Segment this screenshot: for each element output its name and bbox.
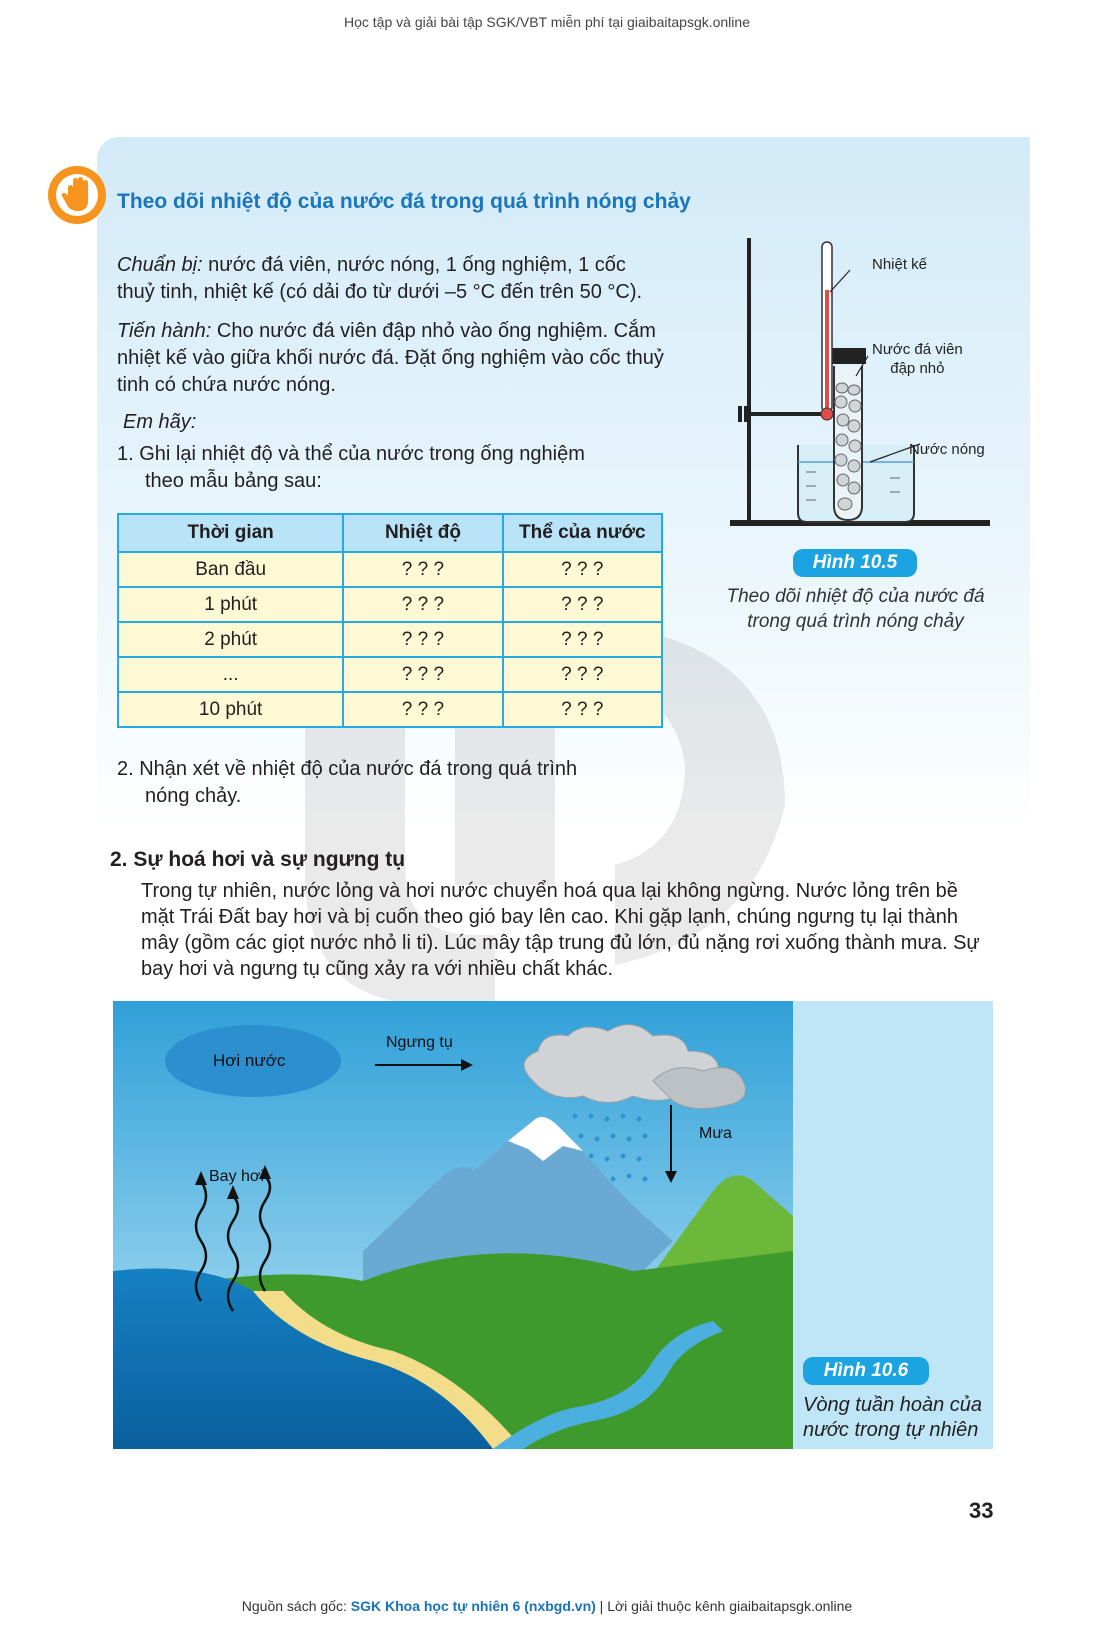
task-2 xyxy=(117,756,657,810)
label-rain: Mưa xyxy=(699,1125,732,1142)
header-temperature: Nhiệt độ xyxy=(343,514,502,552)
stand-rod xyxy=(747,238,751,522)
procedure-text xyxy=(117,318,667,399)
section-paragraph: Trong tự nhiên, nước lỏng và hơi nước chuyển hoá qua lại không ngừng. Nước lỏng trên bề mặt Trái Đất bay hơi và bị cuốn theo gió bay lên cao. Khi gặp lạnh, chúng ngưng tụ lại thành mây (gồm các giọt nước nhỏ li ti). Lúc mây tập trung đủ lớn, đủ nặng rơi xuống thành mưa. Sự bay hơi và ngưng tụ cũng xảy ra với nhiều chất khác. xyxy=(141,880,980,980)
table-row xyxy=(118,552,662,587)
table-cell: ... xyxy=(118,657,343,692)
table-cell: 10 phút xyxy=(118,692,343,727)
footer-source-link[interactable]: SGK Khoa học tự nhiên 6 (nxbgd.vn) xyxy=(350,1598,596,1614)
observation-table xyxy=(117,513,663,728)
label-hot-water: Nước nóng xyxy=(909,441,985,458)
label-evaporation: Bay hơi xyxy=(209,1168,264,1185)
table-cell: ? ? ? xyxy=(343,692,502,727)
table-row xyxy=(118,657,662,692)
table-cell: ? ? ? xyxy=(343,657,502,692)
header-state: Thể của nước xyxy=(503,514,662,552)
figure-10-5-caption: Theo dõi nhiệt độ của nước đá trong quá trình nóng chảy xyxy=(726,586,985,632)
label-condensation: Ngưng tụ xyxy=(386,1034,453,1051)
table-cell: ? ? ? xyxy=(343,552,502,587)
figure-10-6-caption: Vòng tuần hoàn của nước trong tự nhiên xyxy=(803,1394,983,1441)
footer-prefix: Nguồn sách gốc: xyxy=(241,1598,351,1614)
activity-title: Theo dõi nhiệt độ của nước đá trong quá trình nóng chảy xyxy=(117,190,691,213)
table-cell: ? ? ? xyxy=(503,552,662,587)
label-ice xyxy=(872,340,963,378)
table-cell: 2 phút xyxy=(118,622,343,657)
footer-suffix: | Lời giải thuộc kênh giaibaitapsgk.online xyxy=(595,1598,853,1614)
table-cell: 1 phút xyxy=(118,587,343,622)
page-footer xyxy=(0,1598,1094,1614)
page-header: Học tập và giải bài tập SGK/VBT miễn phí tại giaibaitapsgk.online xyxy=(344,14,750,30)
table-row xyxy=(118,587,662,622)
label-thermometer: Nhiệt kế xyxy=(872,256,928,273)
task-1-line-1: 1. Ghi lại nhiệt độ và thể của nước trong ống nghiệm xyxy=(117,443,585,465)
table-cell: ? ? ? xyxy=(503,622,662,657)
header-time: Thời gian xyxy=(118,514,343,552)
figure-10-6-label: Hình 10.6 xyxy=(803,1357,929,1385)
section-title: 2. Sự hoá hơi và sự ngưng tụ xyxy=(110,848,406,871)
hand-icon xyxy=(48,166,106,224)
procedure-label: Tiến hành: xyxy=(117,320,212,342)
task-2-line-2: nóng chảy. xyxy=(145,785,242,807)
table-row xyxy=(118,692,662,727)
page-number: 33 xyxy=(969,1498,994,1523)
task-1-line-2: theo mẫu bảng sau: xyxy=(145,470,322,492)
preparation-text xyxy=(117,252,667,306)
label-ice-line-2: đập nhỏ xyxy=(890,360,945,377)
figure-10-5-label: Hình 10.5 xyxy=(793,549,917,577)
table-header-row xyxy=(118,514,662,552)
task-1 xyxy=(117,441,667,495)
label-vapor: Hơi nước xyxy=(213,1051,286,1070)
preparation-label: Chuẩn bị: xyxy=(117,254,203,276)
experiment-apparatus xyxy=(720,230,1020,530)
table-cell: ? ? ? xyxy=(343,622,502,657)
table-cell: ? ? ? xyxy=(503,587,662,622)
table-cell: Ban đầu xyxy=(118,552,343,587)
task-2-line-1: 2. Nhận xét về nhiệt độ của nước đá trong quá trình xyxy=(117,758,578,780)
table-cell: ? ? ? xyxy=(343,587,502,622)
stopper xyxy=(830,348,866,364)
table-row xyxy=(118,622,662,657)
procedure-body: Cho nước đá viên đập nhỏ vào ống nghiệm. Cắm nhiệt kế vào giữa khối nước đá. Đặt ống nghiệm vào cốc thuỷ tinh có chứa nước nóng. xyxy=(117,320,664,396)
label-ice-line-1: Nước đá viên xyxy=(872,341,963,358)
table-cell: ? ? ? xyxy=(503,692,662,727)
em-hay-label: Em hãy: xyxy=(123,411,197,433)
table-cell: ? ? ? xyxy=(503,657,662,692)
preparation-body: nước đá viên, nước nóng, 1 ống nghiệm, 1 cốc thuỷ tinh, nhiệt kế (có dải đo từ dưới –5 °C đến trên 50 °C). xyxy=(117,254,643,303)
